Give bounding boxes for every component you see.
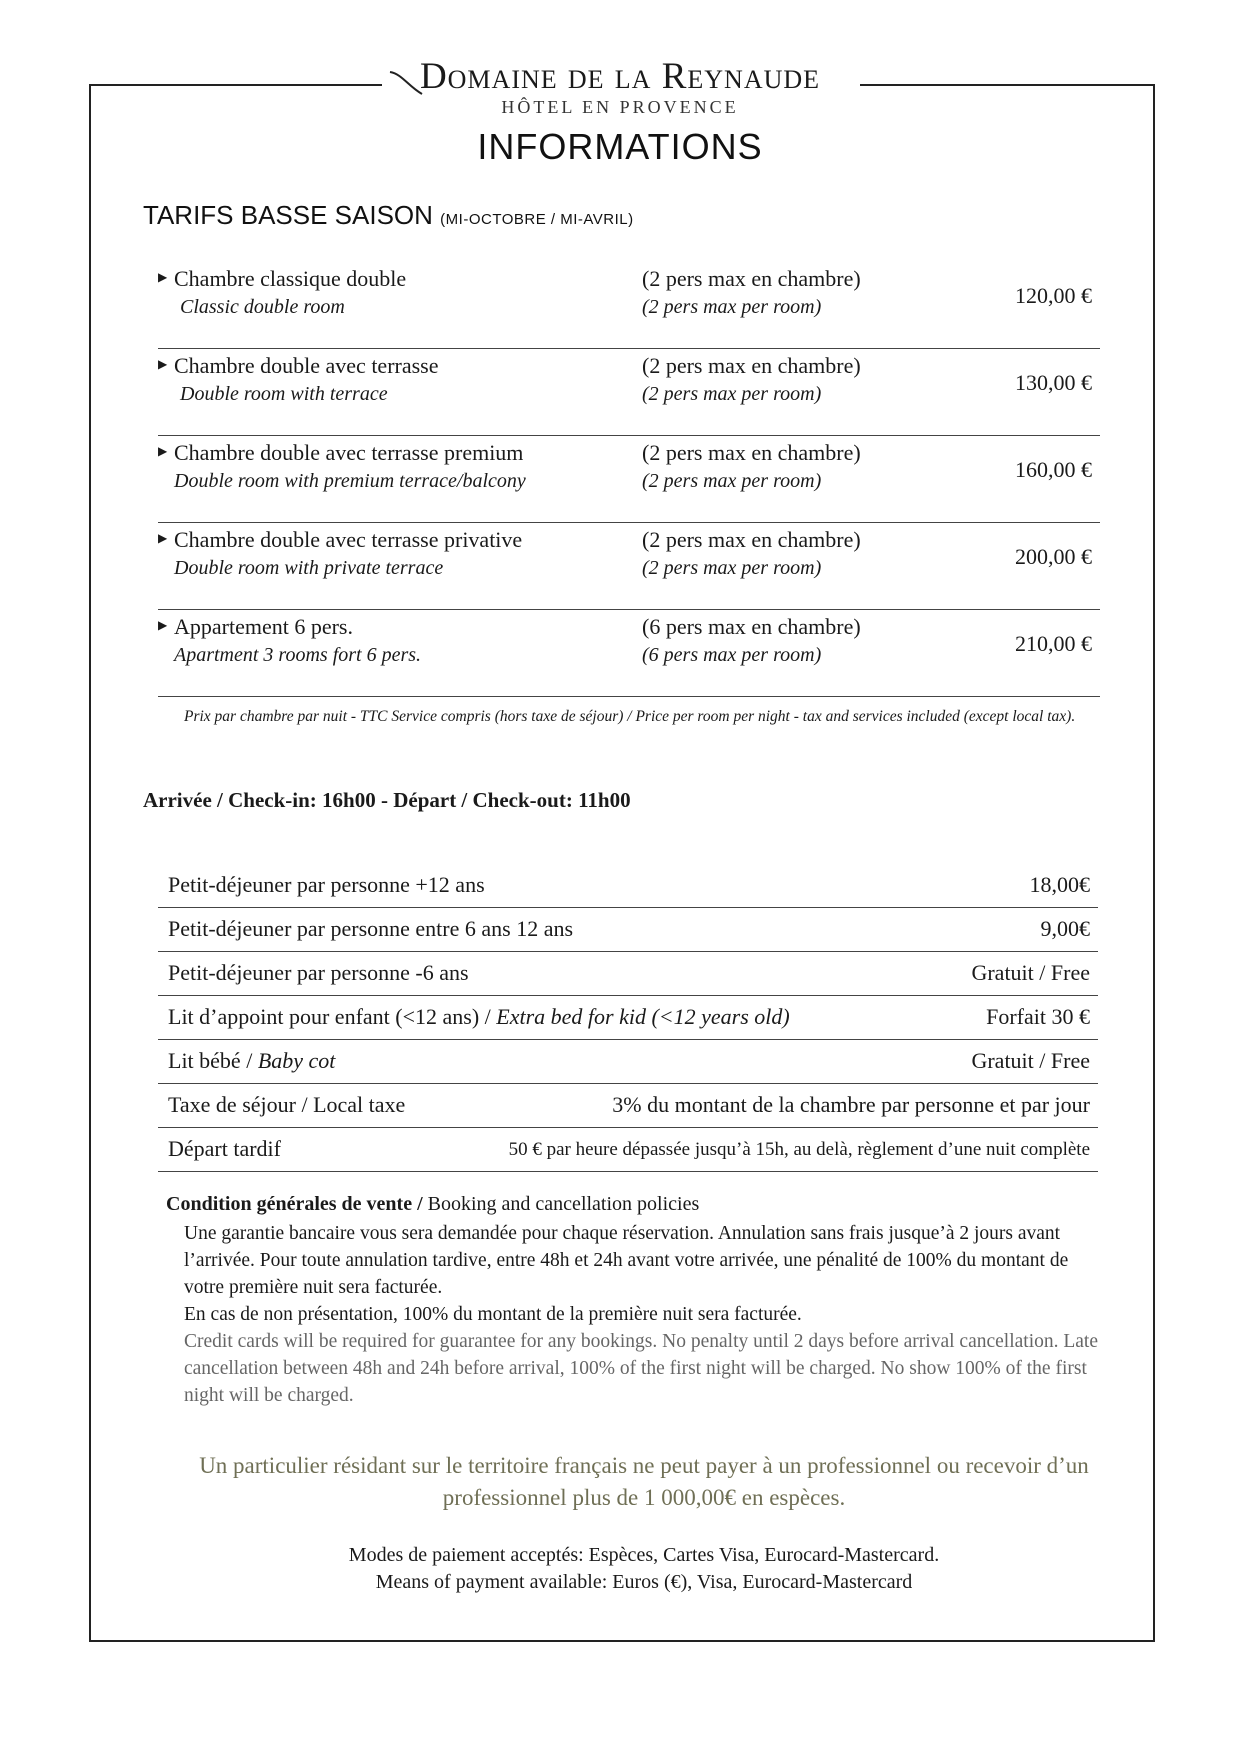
- room-capacity-fr: (2 pers max en chambre): [642, 266, 861, 291]
- extra-value: Gratuit / Free: [971, 1048, 1090, 1073]
- room-name-fr: Chambre double avec terrasse: [174, 353, 439, 378]
- room-name-fr: Chambre double avec terrasse premium: [174, 440, 524, 465]
- bullet-icon: ▶: [158, 357, 168, 371]
- hotel-logo: [380, 54, 860, 118]
- checkin-times: Arrivée / Check-in: 16h00 - Départ / Check-out: 11h00: [143, 788, 631, 812]
- room-row: [158, 262, 1100, 349]
- extras-table: [158, 864, 1098, 1172]
- room-name-en: Double room with private terrace: [174, 557, 444, 579]
- bullet-icon: ▶: [158, 618, 168, 632]
- extra-value: Forfait 30 €: [986, 1004, 1090, 1029]
- room-row: [158, 436, 1100, 523]
- room-name-fr: Appartement 6 pers.: [174, 614, 353, 639]
- extra-value: 9,00€: [1040, 916, 1090, 941]
- room-row: [158, 523, 1100, 610]
- extra-value: Gratuit / Free: [971, 960, 1090, 985]
- extra-label: Petit-déjeuner par personne entre 6 ans 12 ans: [168, 916, 574, 941]
- swash-icon: [388, 64, 428, 104]
- policy-text: [184, 1220, 1104, 1409]
- extra-label: [168, 1048, 335, 1074]
- extras-row-breakfast-adult: [158, 864, 1098, 908]
- extra-value: 18,00€: [1029, 872, 1090, 897]
- extra-label-fr: Lit bébé /: [168, 1048, 258, 1073]
- room-name-en: Classic double room: [180, 296, 345, 318]
- hotel-name: Domaine de la Reynaude: [419, 56, 821, 97]
- room-capacity-fr: (2 pers max en chambre): [642, 353, 861, 378]
- extra-label-en: Baby cot: [257, 1048, 336, 1073]
- room-name-fr: Chambre classique double: [174, 266, 407, 291]
- policy-heading-en: Booking and cancellation policies: [427, 1193, 700, 1215]
- room-name-fr: Chambre double avec terrasse privative: [174, 527, 523, 552]
- season-label: TARIFS BASSE SAISON: [143, 200, 433, 230]
- room-name-en: Apartment 3 rooms fort 6 pers.: [174, 644, 422, 666]
- hotel-subtitle: HÔTEL EN PROVENCE: [501, 97, 739, 117]
- room-capacity-en: (2 pers max per room): [642, 557, 822, 579]
- payment-en: Means of payment available: Euros (€), Visa, Eurocard-Mastercard: [375, 1571, 913, 1593]
- extras-row-baby-cot: [158, 1040, 1098, 1084]
- price-note: Prix par chambre par nuit - TTC Service compris (hors taxe de séjour) / Price per room per night - tax and services included (except local tax).: [184, 708, 1076, 725]
- policy-en: Credit cards will be required for guarantee for any bookings. No penalty until 2 days before arrival cancellation. Late cancellation between 48h and 24h before arrival, 100% of the first night will be charged. No show 100% of the first night will be charged.: [184, 1331, 1098, 1406]
- page-title: INFORMATIONS: [477, 126, 763, 167]
- room-capacity-en: (6 pers max per room): [642, 644, 822, 666]
- extra-label: Départ tardif: [168, 1136, 281, 1161]
- extra-label-fr: Lit d’appoint pour enfant (<12 ans) /: [168, 1004, 497, 1029]
- room-rates-table: [158, 262, 1100, 697]
- extras-row-local-tax: [158, 1084, 1098, 1128]
- room-capacity-fr: (2 pers max en chambre): [642, 527, 861, 552]
- payment-methods: [184, 1542, 1104, 1596]
- room-price: 210,00 €: [1015, 631, 1092, 656]
- extra-label: Petit-déjeuner par personne -6 ans: [168, 960, 469, 985]
- policy-fr-noshow: En cas de non présentation, 100% du montant de la première nuit sera facturée.: [184, 1304, 802, 1325]
- extra-label: Petit-déjeuner par personne +12 ans: [168, 872, 485, 897]
- room-capacity-en: (2 pers max per room): [642, 296, 822, 318]
- bullet-icon: ▶: [158, 270, 168, 284]
- cash-limit-notice: Un particulier résidant sur le territoire français ne peut payer à un professionnel ou recevoir d’un professionnel plus de 1 000,00€ en espèces.: [199, 1453, 1089, 1510]
- policy-heading-fr: Condition générales de vente /: [166, 1193, 428, 1215]
- bullet-icon: ▶: [158, 444, 168, 458]
- room-capacity-en: (2 pers max per room): [642, 470, 822, 492]
- policy-heading: [166, 1193, 699, 1216]
- room-row: [158, 610, 1100, 697]
- extra-label-en: Extra bed for kid (<12 years old): [496, 1004, 790, 1029]
- season-period: (MI-OCTOBRE / MI-AVRIL): [440, 211, 634, 228]
- room-capacity-fr: (2 pers max en chambre): [642, 440, 861, 465]
- extra-label: [168, 1004, 790, 1030]
- room-name-en: Double room with terrace: [180, 383, 388, 405]
- season-heading: [143, 200, 634, 231]
- room-capacity-fr: (6 pers max en chambre): [642, 614, 861, 639]
- extra-value: 50 € par heure dépassée jusqu’à 15h, au delà, règlement d’une nuit complète: [508, 1139, 1090, 1160]
- extra-label: Taxe de séjour / Local taxe: [168, 1092, 406, 1117]
- extra-value: 3% du montant de la chambre par personne et par jour: [612, 1092, 1090, 1117]
- room-name-en: Double room with premium terrace/balcony: [174, 470, 526, 492]
- extras-row-breakfast-baby: [158, 952, 1098, 996]
- room-price: 200,00 €: [1015, 544, 1092, 569]
- extras-row-extra-bed: [158, 996, 1098, 1040]
- extras-row-breakfast-child: [158, 908, 1098, 952]
- bullet-icon: ▶: [158, 531, 168, 545]
- room-row: [158, 349, 1100, 436]
- policy-fr-guarantee: Une garantie bancaire vous sera demandée pour chaque réservation. Annulation sans frais jusque’à 2 jours avant l’arrivée. Pour toute annulation tardive, entre 48h et 24h avant votre arrivée, une pénalité de 100% du montant de votre première nuit sera facturée.: [184, 1223, 1069, 1298]
- payment-fr: Modes de paiement acceptés: Espèces, Cartes Visa, Eurocard-Mastercard.: [348, 1544, 940, 1566]
- room-capacity-en: (2 pers max per room): [642, 383, 822, 405]
- room-price: 120,00 €: [1015, 283, 1092, 308]
- room-price: 160,00 €: [1015, 457, 1092, 482]
- room-price: 130,00 €: [1015, 370, 1092, 395]
- extras-row-late-checkout: [158, 1128, 1098, 1172]
